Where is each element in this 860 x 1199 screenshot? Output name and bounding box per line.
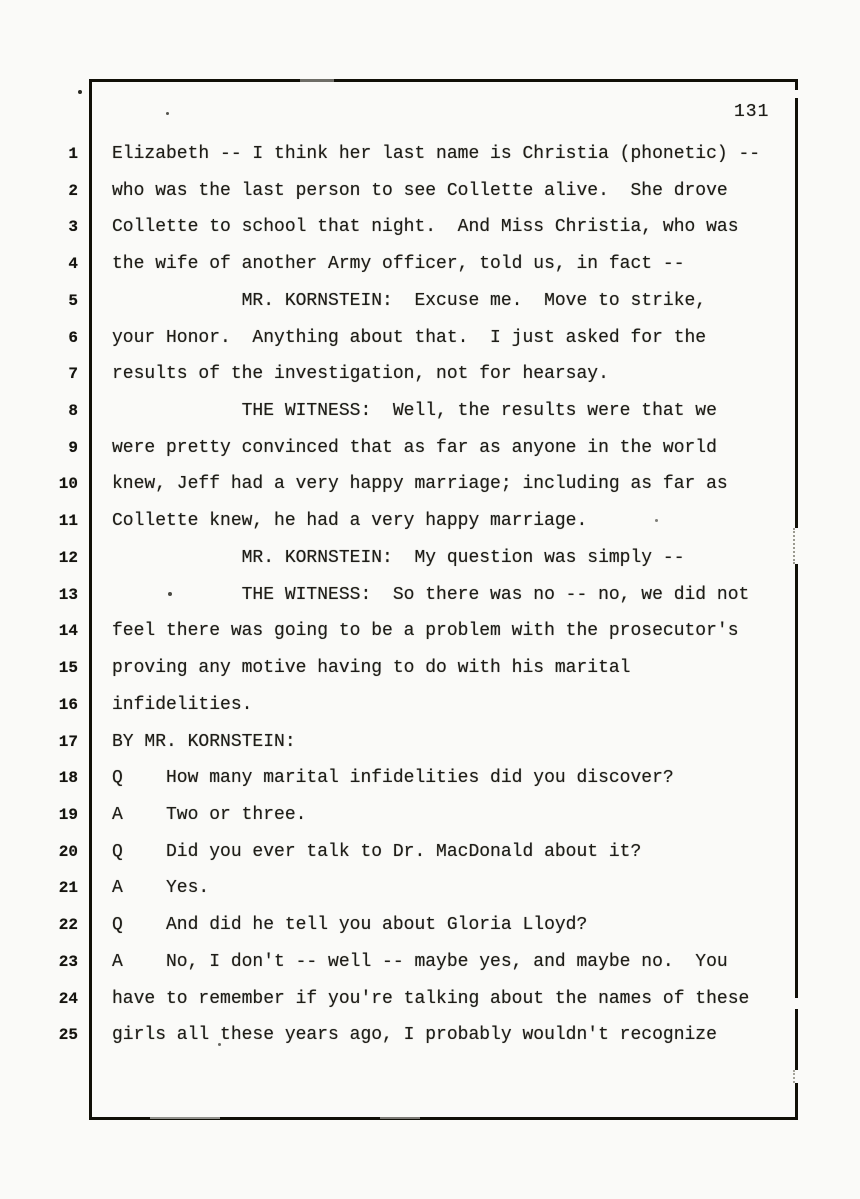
line-number: 9	[68, 438, 78, 457]
line-text: A Yes.	[112, 878, 210, 899]
transcript-line	[0, 650, 860, 687]
line-text: the wife of another Army officer, told us, in fact --	[112, 254, 685, 275]
line-text: infidelities.	[112, 694, 253, 715]
transcript-line	[0, 797, 860, 834]
line-text: results of the investigation, not for hearsay.	[112, 364, 609, 385]
line-number: 11	[58, 512, 78, 531]
line-number: 17	[58, 732, 78, 751]
line-number: 14	[58, 622, 78, 641]
line-number: 18	[58, 769, 78, 788]
transcript-line	[0, 907, 860, 944]
line-text: have to remember if you're talking about the names of these	[112, 988, 750, 1009]
line-number: 13	[58, 585, 78, 604]
transcript-line	[0, 834, 860, 871]
transcript-line	[0, 503, 860, 540]
border-break	[150, 1116, 220, 1119]
line-number: 1	[68, 145, 78, 163]
transcript-line	[0, 613, 860, 650]
line-number: 22	[58, 916, 78, 935]
line-number: 8	[68, 402, 78, 421]
transcript-line	[0, 760, 860, 797]
transcript-line	[0, 466, 860, 503]
line-text: Elizabeth -- I think her last name is Christia (phonetic) --	[112, 144, 761, 164]
line-text: THE WITNESS: So there was no -- no, we did not	[112, 584, 750, 605]
border-break	[793, 90, 801, 98]
scan-speck	[166, 112, 169, 115]
border-break	[300, 79, 334, 82]
line-text: A Two or three.	[112, 804, 307, 825]
line-number: 5	[68, 291, 78, 310]
transcript-body	[0, 136, 860, 1054]
line-text: A No, I don't -- well -- maybe yes, and maybe no. You	[112, 951, 728, 972]
transcript-line	[0, 577, 860, 614]
line-text: who was the last person to see Collette alive. She drove	[112, 180, 728, 201]
line-number: 20	[58, 842, 78, 861]
line-text: your Honor. Anything about that. I just asked for the	[112, 327, 707, 348]
line-text: Q And did he tell you about Gloria Lloyd?	[112, 915, 588, 936]
line-number: 12	[58, 548, 78, 567]
line-number: 16	[58, 695, 78, 714]
transcript-line	[0, 393, 860, 430]
line-number: 21	[58, 879, 78, 898]
line-text: girls all these years ago, I probably wouldn't recognize	[112, 1025, 717, 1046]
line-number: 24	[58, 989, 78, 1008]
line-text: Q How many marital infidelities did you discover?	[112, 768, 674, 789]
line-text: were pretty convinced that as far as anyone in the world	[112, 437, 717, 458]
transcript-line	[0, 136, 860, 173]
line-number: 19	[58, 805, 78, 824]
line-text: proving any motive having to do with his marital	[112, 658, 631, 679]
transcript-line	[0, 1017, 860, 1054]
line-number: 25	[58, 1026, 78, 1045]
transcript-line	[0, 430, 860, 467]
transcript-line	[0, 209, 860, 246]
transcript-line	[0, 724, 860, 761]
border-break	[380, 1116, 420, 1119]
line-text: BY MR. KORNSTEIN:	[112, 731, 296, 752]
line-text: knew, Jeff had a very happy marriage; including as far as	[112, 474, 728, 495]
line-number: 15	[58, 659, 78, 678]
line-number: 2	[68, 181, 78, 200]
border-break	[793, 1070, 803, 1083]
transcript-line	[0, 540, 860, 577]
transcript-line	[0, 687, 860, 724]
line-text: MR. KORNSTEIN: Excuse me. Move to strike,	[112, 290, 707, 311]
transcript-line	[0, 320, 860, 357]
transcript-line	[0, 246, 860, 283]
transcript-line	[0, 870, 860, 907]
line-number: 4	[68, 255, 78, 274]
transcript-line	[0, 283, 860, 320]
transcript-line	[0, 173, 860, 210]
line-text: MR. KORNSTEIN: My question was simply --	[112, 547, 685, 568]
transcript-line	[0, 944, 860, 981]
transcript-line	[0, 981, 860, 1018]
transcript-line	[0, 356, 860, 393]
scan-speck	[78, 90, 82, 94]
line-text: feel there was going to be a problem with the prosecutor's	[112, 621, 739, 642]
line-text: Collette knew, he had a very happy marriage.	[112, 511, 588, 532]
line-text: Collette to school that night. And Miss Christia, who was	[112, 217, 739, 238]
line-number: 3	[68, 218, 78, 237]
line-text: Q Did you ever talk to Dr. MacDonald about it?	[112, 841, 642, 862]
line-text: THE WITNESS: Well, the results were that we	[112, 401, 717, 422]
line-number: 6	[68, 328, 78, 347]
line-number: 7	[68, 365, 78, 384]
line-number: 10	[58, 475, 78, 494]
line-number: 23	[58, 952, 78, 971]
page-number: 131	[734, 102, 770, 122]
